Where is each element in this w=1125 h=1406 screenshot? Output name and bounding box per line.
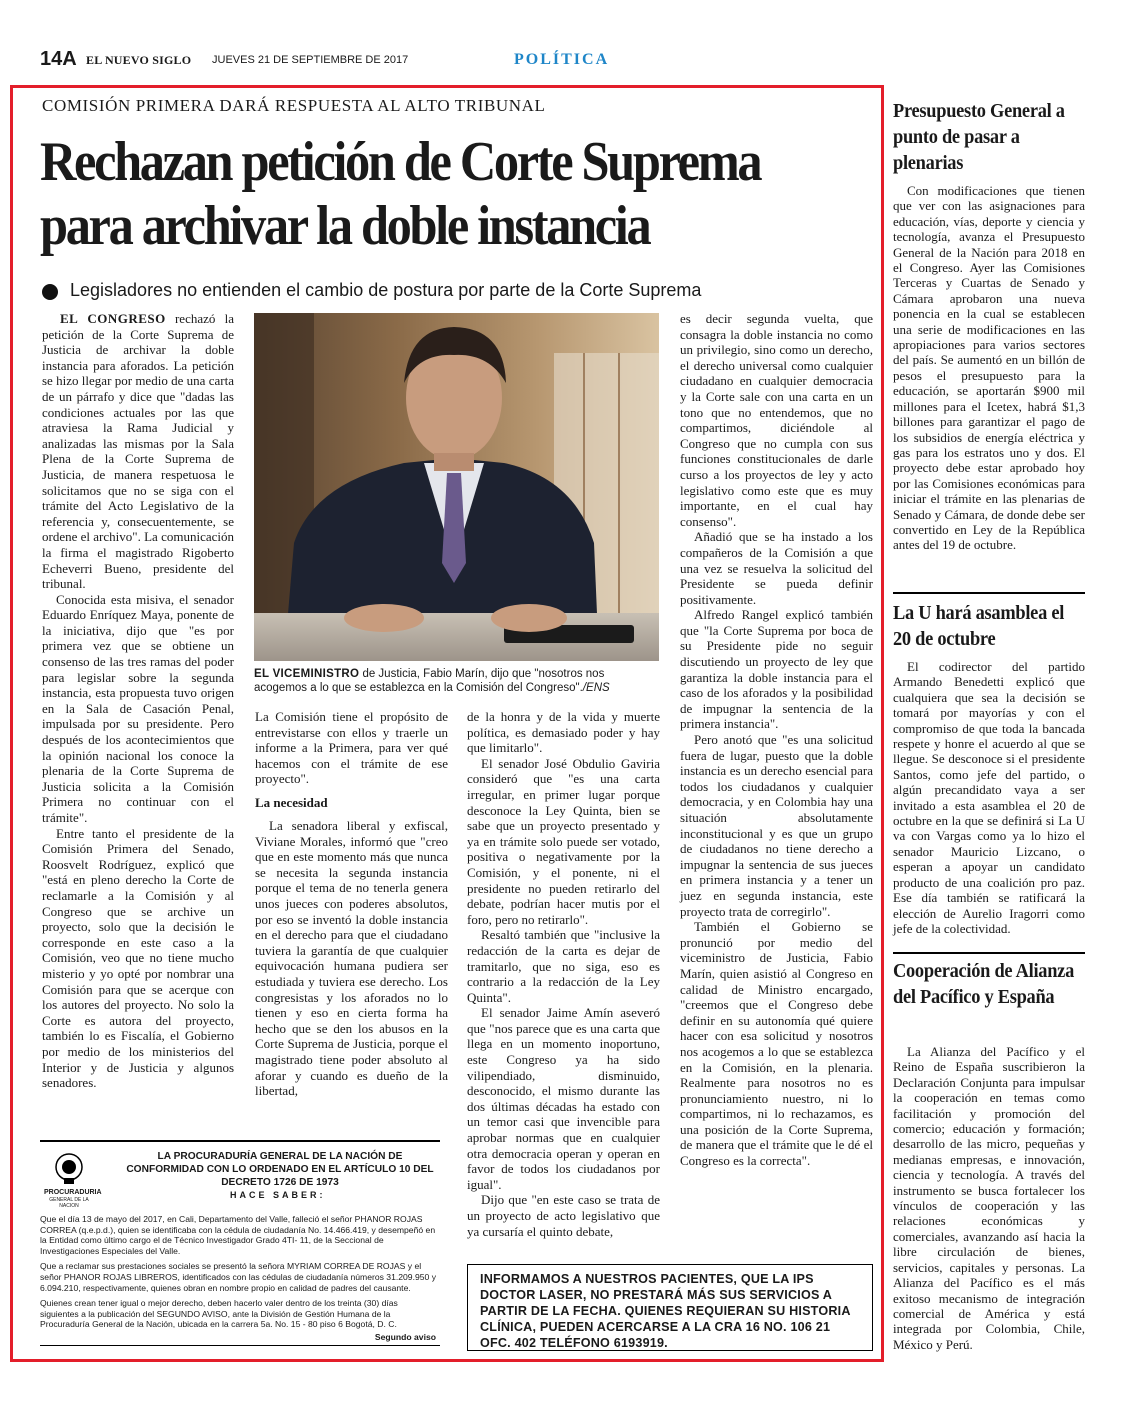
notice-paragraph: Quienes crean tener igual o mejor derecho, deben hacerlo valer dentro de los treinta (30) días siguientes a la publicación del SEGUNDO AVISO, ante la División de Gestión Humana de la Procuraduría General de la Nación, ubicada en la carrera 5a. No. 15 - 80 piso 6 Bogotá, D. C. xyxy=(40,1298,398,1330)
logo-text: PROCURADURIA xyxy=(44,1188,102,1196)
paragraph: El senador Jaime Amín aseveró que "nos parece que es una carta que llega en un momento inoportuno, este Congreso ya ha sido vilipendiado, disminuido, desconocido, el mismo durante las dos últimas décadas ha estado con un temor casi que invencible para aprobar normas que en cualquier otra democracia operan y operan en favor de todos los ciudadanos por igual". xyxy=(467,1005,660,1192)
notice-paragraph: Que el día 13 de mayo del 2017, en Cali, Departamento del Valle, falleció el señor PHANOR ROJAS CORREA (q.e.p.d.), quien se identificaba con la cédula de ciudadanía No. 14.466.419, y desempeñó en la Entidad como último cargo el de Técnico Investigador Grado 4TI- 11, de la Seccional de Investigaciones Especiales del Valle. xyxy=(40,1214,436,1256)
paragraph: Dijo que "en este caso se trata de un proyecto de acto legislativo que ya cursaría el quinto debate, xyxy=(467,1192,660,1239)
paragraph: Resaltó también que "inclusive la redacción de la carta es dejar de tramitarlo, que no siga, eso es contrario a la redacción de la Ley Quinta". xyxy=(467,927,660,1005)
logo-subtext: GENERAL DE LA NACION xyxy=(49,1196,89,1209)
notice-body xyxy=(40,1214,438,1335)
sidebar-body-2 xyxy=(893,659,1085,936)
sidebar-divider xyxy=(893,592,1085,594)
paragraph: Entre tanto el presidente de la Comisión Primera del Senado, Roosvelt Rodríguez, explicó que "está en pleno derecho la Corte de reclamarle a la Comisión y al Congreso que se archive un proyecto, solo que la decisión le corresponde en este caso a la Comisión, veo que no tiene mucho misterio y yo opté por nombrar una Comisión para que se acerque con los autores del proyecto. No solo la Corte es autora del proyecto, también lo es Fiscalía, el Gobierno por medio de los ministerios del Interior y de Justicia y algunos senadores. xyxy=(42,825,234,1091)
paragraph: También el Gobierno se pronunció por medio del viceministro de Justicia, Fabio Marín, quien asistió al Congreso en calidad de Ministro encargado, "creemos que el Congreso debe definir en su autonomía qué quiere hacer con esa solicitud y nosotros nos acogemos a lo que se establezca en la Comisión, en la plenaria. Realmente para nosotros no es pronunciamiento nuestro, ni lo compartimos, ni lo rechazamos, es una posición de la Corte Suprema, de manera que el trámite que le dé el Congreso es la correcta". xyxy=(680,919,873,1169)
article-column-2-continued xyxy=(255,818,448,1099)
bullet-icon xyxy=(42,284,58,300)
seal-icon xyxy=(44,1152,94,1186)
caption-text: de Justicia, Fabio Marín, dijo que "nosotros nos acogemos a lo que se establezca en la Comisión del Congreso". xyxy=(254,668,605,694)
article-subhead: La necesidad xyxy=(255,795,328,810)
notice-footer: Segundo aviso xyxy=(374,1332,436,1343)
article-column-3 xyxy=(467,709,660,1239)
article-column-2 xyxy=(255,709,448,787)
viceministro-photo xyxy=(254,313,659,661)
procuraduria-logo xyxy=(44,1152,102,1209)
sidebar-headline-3: Cooperación de Alianza del Pacífico y España xyxy=(893,960,1074,1008)
article-kicker: COMISIÓN PRIMERA DARÁ RESPUESTA AL ALTO TRIBUNAL xyxy=(42,96,546,115)
page-number: 14A xyxy=(40,48,77,70)
paragraph: de la honra y de la vida y muerte política, es demasiado poder y hay que limitarlo". xyxy=(467,709,660,756)
publication-name: EL NUEVO SIGLO xyxy=(86,53,192,67)
photo-credit: /ENS xyxy=(582,682,610,694)
sidebar-paragraph: La Alianza del Pacífico y el Reino de España suscribieron la Declaración Conjunta para impulsar la cooperación en temas como facilitación y promoción del comercio; educación y formación; desarrollo de las micro, pequeñas y medianas empresas, e innovación, ciencia y tecnología. A través del instrumento se busca fortalecer los vínculos de cooperación y las relaciones económicas y comerciales, avanzando así hacia la libre circulación de bienes, servicios, capitales y personas. La Alianza del Pacífico es el más exitoso mecanismo de integración comercial de América y está integrada por Colombia, Chile, México y Perú. xyxy=(893,1044,1085,1352)
notice-paragraph: Que a reclamar sus prestaciones sociales se presentó la señora MYRIAM CORREA DE ROJAS y el señor PHANOR ROJAS LIBREROS, identificados con las cédulas de ciudadanía números 31.209.950 y 6.094.210, respectivamente, quienes obran en nombre propio en calidad de padres del causante. xyxy=(40,1261,437,1293)
notice-hace-saber: HACE SABER: xyxy=(230,1190,326,1200)
paragraph: El senador José Obdulio Gaviria consideró que "es una carta irregular, en primer lugar porque desconoce la Ley Quinta, bien se sabe que un proyecto presentado y ya en trámite solo puede ser votado, positiva o negativamente por la Comisión, y el ponente, ni el presidente no pueden retirarlo del debate, podrían hacer mutis por el foro, pero no retirarlo". xyxy=(467,755,660,927)
article-headline xyxy=(40,130,796,258)
page-header xyxy=(40,48,1090,74)
paragraph: Pero anotó que "es una solicitud fuera de lugar, puesto que la doble instancia es un derecho esencial para todos los ciudadanos y cualquier democracia, y en Colombia hay una situación absolutamente inconstitucional y es que un grupo de ciudadanos no tiene derecho a impugnar la sentencia de sus jueces en primera instancia y a tener un juez en segunda instancia, este proyecto trata de corregirlo". xyxy=(680,732,873,919)
sidebar-paragraph: Con modificaciones que tienen que ver con las asignaciones para educación, vías, deporte y ciencia y tecnología, avanza el Presupuesto General de la Nación para 2018 en el Congreso. Ayer las Comisiones Terceras y Cuartas de Senado y Cámara aprobaron una nueva ponencia en la cual se establecen una serie de modificaciones en las apropiaciones para varios sectores del país. Se aumentó en un billón de pesos el presupuesto para la educación, se aportarán $900 mil millones para el Icetex, habrá $1,3 billones para garantizar el pago de los subsidios de energía eléctrica y gas para los estratos uno y dos. El proyecto debe estar aprobado hoy por las Comisiones económicas para iniciar el trámite en las plenarias de Senado y Cámara, de donde debe ser convertido en Ley de la República antes del 19 de octubre. xyxy=(893,183,1085,553)
article-dek: Legisladores no entienden el cambio de postura por parte de la Corte Suprema xyxy=(70,280,702,300)
paragraph xyxy=(42,311,234,592)
sidebar-paragraph: El codirector del partido Armando Benedetti explicó que cualquiera que sea la decisión se tomará por mayorías y con el compromiso de que toda la bancada respete y honre el acuerdo al que se llegue. Se desconoce si el presidente Santos, como jefe del partido, o algún precandidato vaya a ser invitado a esta asamblea el 20 de octubre en la que se definirá si La U va con Vargas como ya lo hizo el senador Mauricio Lizcano, o esperan a apoyar un candidato producto de una coalición pro paz. Ese día también se ratificará la elección de Aurelio Iragorri como jefe de la colectividad. xyxy=(893,659,1085,936)
sidebar-headline-1: Presupuesto General a punto de pasar a plenarias xyxy=(893,100,1065,174)
publication-date: JUEVES 21 DE SEPTIEMBRE DE 2017 xyxy=(212,54,409,66)
headline-line-2: para archivar la doble instancia xyxy=(40,195,650,257)
sidebar-body-3 xyxy=(893,1044,1085,1352)
paragraph-text: rechazó la petición de la Corte Suprema de Justicia de archivar la doble instancia para aforados. La petición se hizo llegar por medio de una carta de un párrafo y dice que "dadas las condiciones actuales por las que atraviesa la Rama Judicial y analizadas las mismas por la Sala Plena de la Corte Suprema de Justicia, de manera respetuosa le solicitamos que no se siga con el trámite del Acto Legislativo de la referencia y, consecuentemente, se ordene el archivo". La comunicación la firma el magistrado Rigoberto Echeverri Bueno, presidente del tribunal. xyxy=(42,311,234,592)
paragraph: Añadió que se ha instado a los compañeros de la Comisión a que una vez se resuelva la solicitud del Presidente se pueda definir positivamente. xyxy=(680,529,873,607)
paragraph: es decir segunda vuelta, que consagra la doble instancia no como un privilegio, sino como un derecho, el derecho universal como cualquier ciudadano en cualquier democracia y la Corte sale con una carta en un tono que no entendemos, que no compartimos, diciéndole al Congreso que no cumpla con sus funciones constitucionales de darle curso a los proyectos de ley y acto legislativo como este que es muy importante, en el cual hay consenso". xyxy=(680,311,873,529)
headline-line-1: Rechazan petición de Corte Suprema xyxy=(40,131,761,193)
paragraph: Alfredo Rangel explicó también que "la Corte Suprema por boca de su Presidente pide no seguir discutiendo un proyecto de ley que garantiza la doble instancia para el caso de los aforados y la posibilidad de impugnar la sentencia de la primera instancia". xyxy=(680,607,873,732)
notice-title: LA PROCURADURÍA GENERAL DE LA NACIÓN DE CONFORMIDAD CON LO ORDENADO EN EL ARTÍCULO 10 DEL DECRETO 1726 DE 1973 xyxy=(126,1151,434,1188)
lead-word: EL CONGRESO xyxy=(60,311,166,326)
legal-notice xyxy=(40,1140,440,1346)
caption-lead: EL VICEMINISTRO xyxy=(254,668,360,680)
paragraph: La Comisión tiene el propósito de entrevistarse con ellos y traerle un informe a la Primera, para ver qué hacemos con el trámite de ese proyecto". xyxy=(255,709,448,787)
advertisement-box: INFORMAMOS A NUESTROS PACIENTES, QUE LA IPS DOCTOR LASER, NO PRESTARÁ MÁS SUS SERVICIOS A PARTIR DE LA FECHA. QUIENES REQUIERAN SU HISTORIA CLÍNICA, PUEDEN ACERCARSE A LA CRA 16 NO. 106 21 OFC. 402 TELÉFONO 6193919. xyxy=(467,1264,873,1351)
sidebar-headline-2: La U hará asamblea el 20 de octubre xyxy=(893,602,1065,650)
article-column-4 xyxy=(680,311,873,1169)
section-name: POLÍTICA xyxy=(514,51,610,68)
paragraph: La senadora liberal y exfiscal, Viviane Morales, informó que "creo que en este momento más que nunca se necesita la segunda instancia porque el tema de no tenerla genera unos jueces con poderes absolutos, por eso se inventó la doble instancia en el derecho para que el ciudadano tuviera la garantía de que cualquier equivocación humana pudiera ser estudiada y tuviera ese derecho. Los congresistas y los aforados no lo tienen y eso en cierta forma ha hecho que se den los abusos en la Corte Suprema de Justicia, porque el magistrado tiene poder absoluto al aforar y cuando es dueño de la libertad, xyxy=(255,818,448,1099)
paragraph: Conocida esta misiva, el senador Eduardo Enríquez Maya, ponente de la iniciativa, dijo que "es por primera vez que se obtiene un consenso de las tres ramas del poder para legislar sobre la segunda instancia, esta propuesta tuvo origen en la Sala de Casación Penal, impulsada por su presidente. Pero después de los acontecimientos que la opinión nacional los conoce la plenaria de la Corte Suprema de Justicia solicita a la Comisión Primera no continuar con el trámite". xyxy=(42,591,234,825)
sidebar-divider xyxy=(893,952,1085,954)
article-column-1 xyxy=(42,311,234,1091)
article-photo xyxy=(254,313,659,661)
sidebar-body-1 xyxy=(893,183,1085,553)
photo-caption xyxy=(254,667,659,695)
